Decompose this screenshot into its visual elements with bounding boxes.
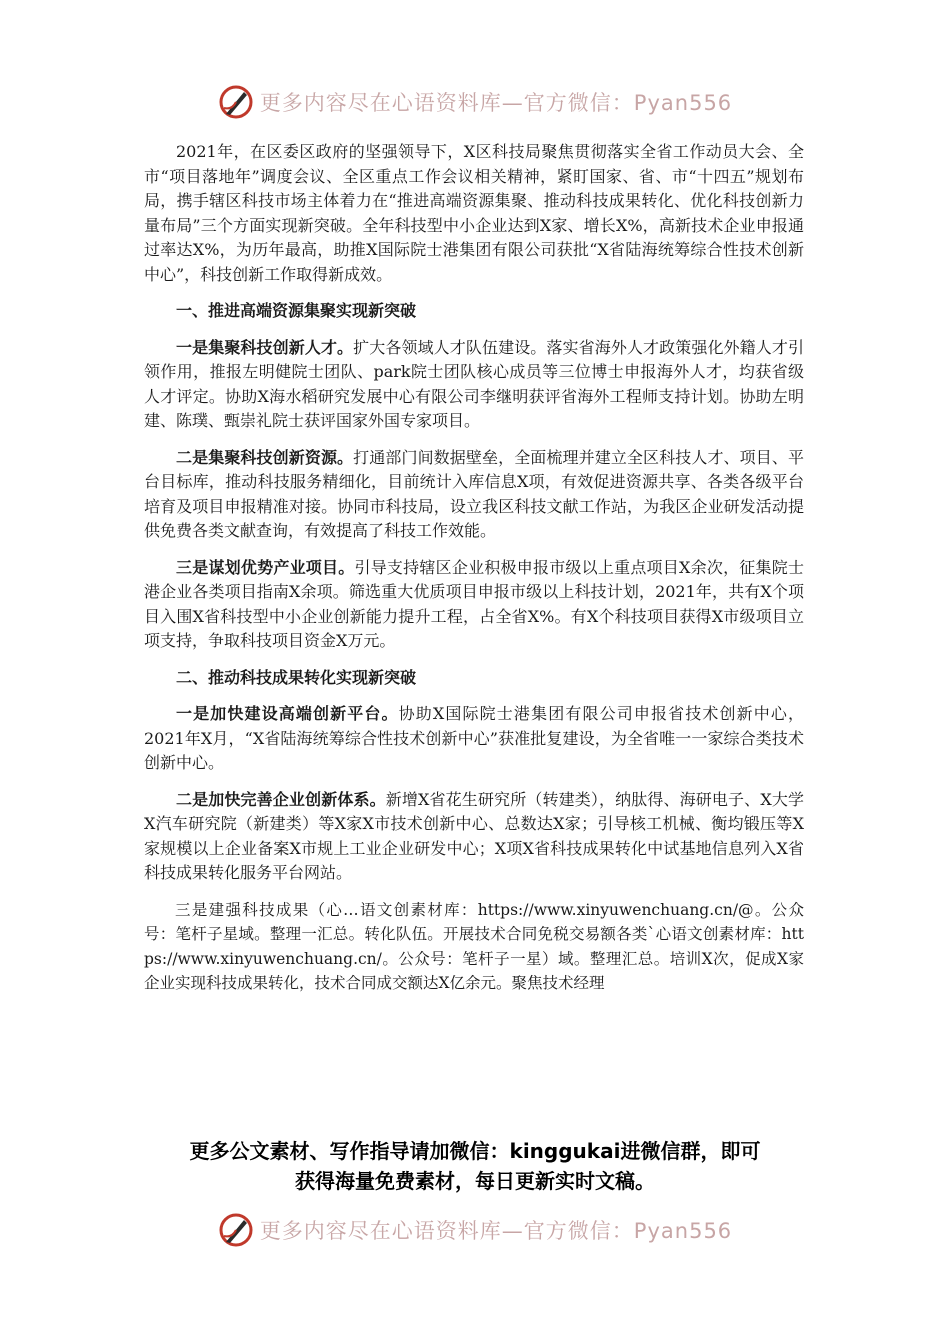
- paragraph-body: 协助X国际院士港集团有限公司申报省技术创新中心，2021年X月，“X省陆海统筹综合性技术创新中心”获准批复建设，为全省唯一一家综合类技术创新中心。: [144, 704, 804, 772]
- paragraph-body: 打通部门间数据壁垒，全面梳理并建立全区科技人才、项目、平台目标库，推动科技服务精细化，目前统计入库信息X项，有效促进资源共享、各类各级平台培育及项目申报精准对接。协同市科技局，设立我区科技文献工作站，为我区企业研发活动提供免费各类文献查询，有效提高了科技工作效能。: [144, 447, 804, 540]
- paragraph-body: 扩大各领域人才队伍建设。落实省海外人才政策强化外籍人才引领作用，推报左明健院士团队、park院士团队核心成员等三位博士申报海外人才，均获省级人才评定。协助X海水稻研究发展中心有限公司李继明获评省海外工程师支持计划。协助左明建、陈璞、甄崇礼院士获评国家外国专家项目。: [144, 337, 804, 430]
- paragraph-body: 新增X省花生研究所（转建类），纳肽得、海研电子、X大学X汽车研究院（新建类）等X家X市技术创新中心、总数达X家；引导核工机械、衡均锻压等X家规模以上企业备案X市规上工业企业研发中心；X项X省科技成果转化中试基地信息列入X省科技成果转化服务平台网站。: [144, 789, 804, 882]
- footer-notice: [110, 1136, 840, 1196]
- quill-logo-icon: [218, 84, 254, 120]
- banner-text: 更多内容尽在心语资料库—官方微信：Pyan556: [259, 91, 733, 115]
- quill-logo-icon: [218, 1212, 254, 1248]
- paragraph: [144, 556, 804, 654]
- paragraph-lead: 一是加快建设高端创新平台。: [176, 704, 399, 723]
- section-heading-2: 二、推动科技成果转化实现新突破: [176, 667, 417, 687]
- document-body: [144, 140, 804, 1008]
- paragraph: [144, 702, 804, 776]
- paragraph-lead: 一是集聚科技创新人才。: [176, 337, 354, 357]
- paragraph-body: 引导支持辖区企业积极申报市级以上重点项目X余次，征集院士港企业各类项目指南X余项。筛选重大优质项目申报市级以上科技计划，2021年，共有X个项目入围X省科技型中小企业创新能力提升工程，占全省X%。有X个科技项目获得X市级项目立项支持，争取科技项目资金X万元。: [144, 557, 804, 650]
- footer-notice-line-1: 更多公文素材、写作指导请加微信：kinggukai进微信群，即可: [189, 1139, 761, 1163]
- paragraph-lead: 二是集聚科技创新资源。: [176, 447, 354, 467]
- paragraph: [144, 446, 804, 544]
- paragraph-with-watermark: 三是建强科技成果（心…语文创素材库：https://www.xinyuwenchuang.cn/@。公众号：笔杆子星域。整理一汇总。转化队伍。开展技术合同免税交易额各类`心语文创素材库：https://www.xinyuwenchuang.cn/。公众号：笔杆子一星）域。整理汇总。培训X次，促成X家企业实现科技成果转化，技术合同成交额达X亿余元。聚焦技术经理: [144, 900, 804, 992]
- intro-paragraph: 2021年，在区委区政府的坚强领导下，X区科技局聚焦贯彻落实全省工作动员大会、全市“项目落地年”调度会议、全区重点工作会议相关精神，紧盯国家、省、市“十四五”规划布局，携手辖区科技市场主体着力在“推进高端资源集聚、推动科技成果转化、优化科技创新力量布局”三个方面实现新突破。全年科技型中小企业达到X家、增长X%，高新技术企业申报通过率达X%，为历年最高，助推X国际院士港集团有限公司获批“X省陆海统筹综合性技术创新中心”，科技创新工作取得新成效。: [144, 142, 804, 284]
- footer-banner: [0, 1210, 950, 1250]
- paragraph: [144, 788, 804, 886]
- banner-text: 更多内容尽在心语资料库—官方微信：Pyan556: [259, 1219, 733, 1243]
- paragraph-lead: 二是加快完善企业创新体系。: [176, 789, 386, 809]
- section-heading-1: 一、推进高端资源集聚实现新突破: [176, 301, 417, 320]
- header-banner: [0, 82, 950, 122]
- footer-notice-line-2: 获得海量免费素材，每日更新实时文稿。: [295, 1169, 655, 1193]
- paragraph: [144, 336, 804, 434]
- paragraph-lead: 三是谋划优势产业项目。: [176, 557, 355, 577]
